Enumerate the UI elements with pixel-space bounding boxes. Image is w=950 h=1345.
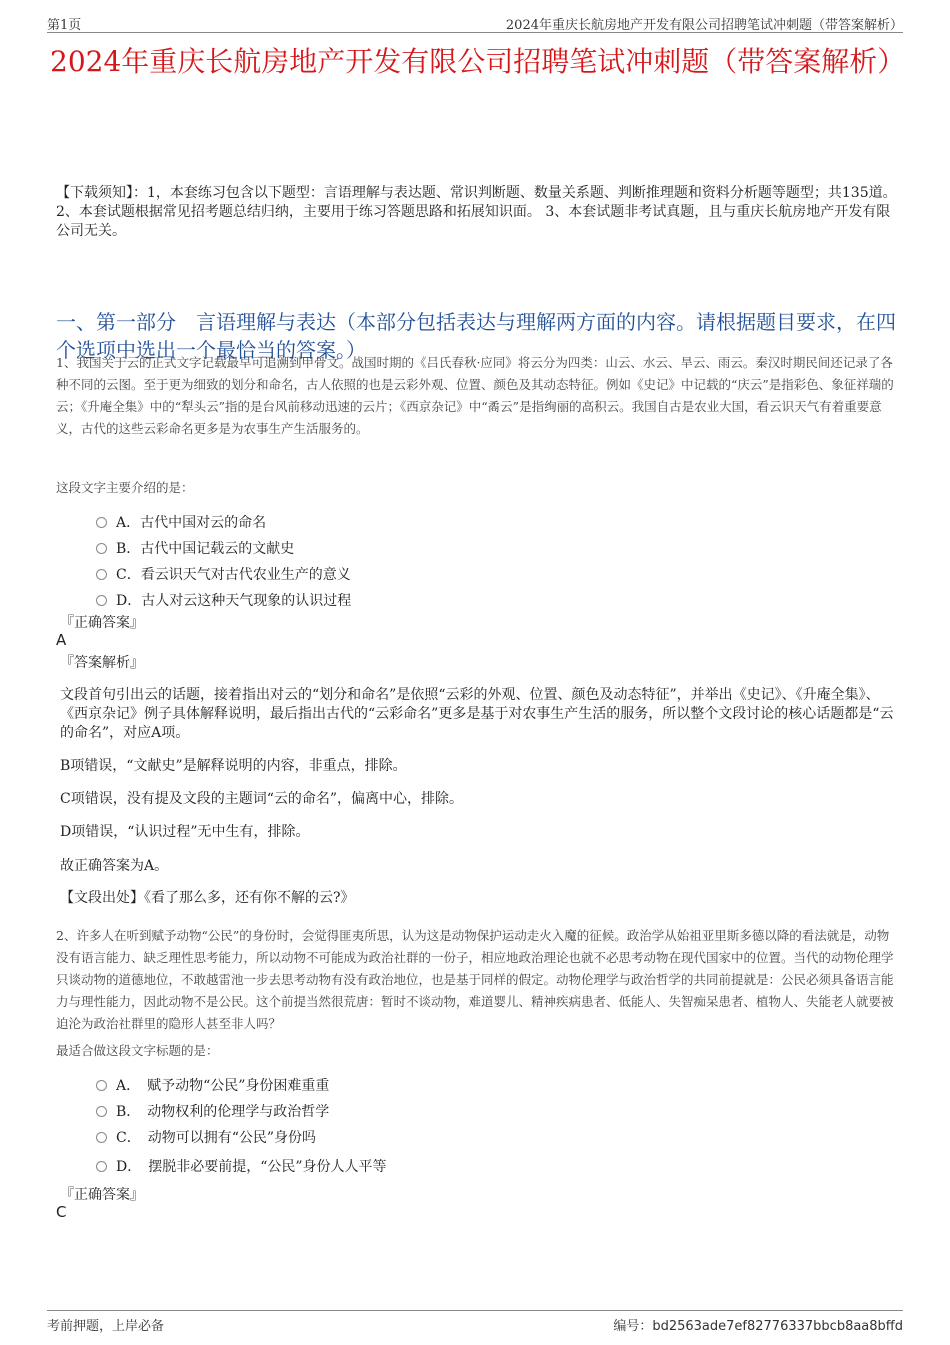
radio-icon[interactable] (96, 569, 107, 580)
question-2-correct-label: 『正确答案』 (60, 1187, 144, 1203)
question-1-option-a[interactable]: A．古代中国对云的命名 (96, 512, 266, 532)
download-notice: 【下载须知】：1，本套练习包含以下题型：言语理解与表达题、常识判断题、数量关系题、判断推理题和资料分析题等题型；共135道。 2、本套试题根据常见招考题总结归纳，主要用于练习答题思路和拓展知识面。 3、本套试题非考试真题，且与重庆长航房地产开发有限公司无关。 (56, 185, 897, 239)
question-2-stem: 2、许多人在听到赋予动物“公民”的身份时，会觉得匪夷所思，认为这是动物保护运动走火入魔的征候。政治学从始祖亚里斯多德以降的看法就是，动物没有语言能力、缺乏理性思考能力，所以动物不可能成为政治社群的一份子，相应地政治理论也就不必思考动物在现代国家中的位置。当代的动物伦理学只谈动物的道德地位，不敢越雷池一步去思考动物有没有政治地位，也是基于同样的假定。动物伦理学与政治哲学的共同前提就是：公民必须具备语言能力与理性能力，因此动物不是公民。这个前提当然很荒唐：暂时不谈动物，难道婴儿、精神疾病患者、低能人、失智痴呆患者、植物人、失能老人就要被迫沦为政治社群里的隐形人甚至非人吗？ (56, 928, 894, 1031)
section-heading: 一、第一部分 言语理解与表达（本部分包括表达与理解两方面的内容。请根据题目要求，在四个选项中选出一个最恰当的答案。） (56, 310, 896, 362)
radio-icon[interactable] (96, 595, 107, 606)
question-1-option-b[interactable]: B．古代中国记载云的文献史 (96, 538, 294, 558)
question-2-option-c[interactable]: C． 动物可以拥有“公民”身份吗 (96, 1127, 316, 1147)
radio-icon[interactable] (96, 1106, 107, 1117)
question-1-option-d[interactable]: D．古人对云这种天气现象的认识过程 (96, 590, 351, 610)
question-2-option-d[interactable]: D． 摆脱非必要前提，“公民”身份人人平等 (96, 1156, 387, 1176)
question-1-correct-label: 『正确答案』 (60, 615, 144, 631)
radio-icon[interactable] (96, 543, 107, 554)
header-divider (47, 32, 903, 33)
question-2-option-b[interactable]: B． 动物权利的伦理学与政治哲学 (96, 1101, 329, 1121)
footer-divider (47, 1310, 903, 1311)
question-1-option-c[interactable]: C．看云识天气对古代农业生产的意义 (96, 564, 351, 584)
question-1-analysis-main: 文段首句引出云的话题，接着指出对云的“划分和命名”是依照“云彩的外观、位置、颜色及动态特征”，并举出《史记》、《升庵全集》、《西京杂记》例子具体解释说明，最后指出古代的“云彩命名”更多是基于对农事生产生活的服务，所以整个文段讨论的核心话题都是“云的命名”，对应A项。 (60, 687, 894, 741)
page-title: 2024年重庆长航房地产开发有限公司招聘笔试冲刺题（带答案解析） (50, 45, 906, 78)
question-1-analysis-c: C项错误，没有提及文段的主题词“云的命名”，偏离中心，排除。 (60, 791, 464, 807)
question-2-option-a[interactable]: A． 赋予动物“公民”身份困难重重 (96, 1075, 329, 1095)
question-2-prompt: 最适合做这段文字标题的是： (56, 1043, 219, 1058)
question-1-analysis-b: B项错误，“文献史”是解释说明的内容，非重点，排除。 (60, 758, 407, 774)
radio-icon[interactable] (96, 1080, 107, 1091)
radio-icon[interactable] (96, 517, 107, 528)
question-1-analysis-d: D项错误，“认识过程”无中生有，排除。 (60, 824, 310, 840)
question-1-source: 【文段出处】《看了那么多，还有你不解的云?》 (60, 890, 355, 906)
question-1-analysis-label: 『答案解析』 (60, 655, 144, 671)
radio-icon[interactable] (96, 1132, 107, 1143)
page-number: 第1页 (47, 18, 82, 33)
question-1-correct-answer: A (56, 631, 67, 649)
question-1-stem: 1、我国关于云的正式文字记载最早可追溯到甲骨文。战国时期的《吕氏春秋·应同》将云分为四类：山云、水云、旱云、雨云。秦汉时期民间还记录了各种不同的云图。至于更为细致的划分和命名，古人依照的也是云彩外观、位置、颜色及其动态特征。例如《史记》中记载的“庆云”是指彩色、象征祥瑞的云；《升庵全集》中的“犁头云”指的是台风前移动迅速的云片；《西京杂记》中“矞云”是指绚丽的高积云。我国自古是农业大国，看云识天气有着重要意义，古代的这些云彩命名更多是为农事生产生活服务的。 (56, 355, 894, 436)
footer-slogan: 考前押题，上岸必备 (47, 1319, 165, 1334)
question-1-conclusion: 故正确答案为A。 (60, 858, 169, 874)
running-title: 2024年重庆长航房地产开发有限公司招聘笔试冲刺题（带答案解析） (505, 18, 903, 33)
radio-icon[interactable] (96, 1161, 107, 1172)
question-1-prompt: 这段文字主要介绍的是： (56, 480, 194, 495)
document-code: 编号：bd2563ade7ef82776337bbcb8aa8bffd (613, 1319, 903, 1334)
question-2-correct-answer: C (56, 1203, 67, 1221)
